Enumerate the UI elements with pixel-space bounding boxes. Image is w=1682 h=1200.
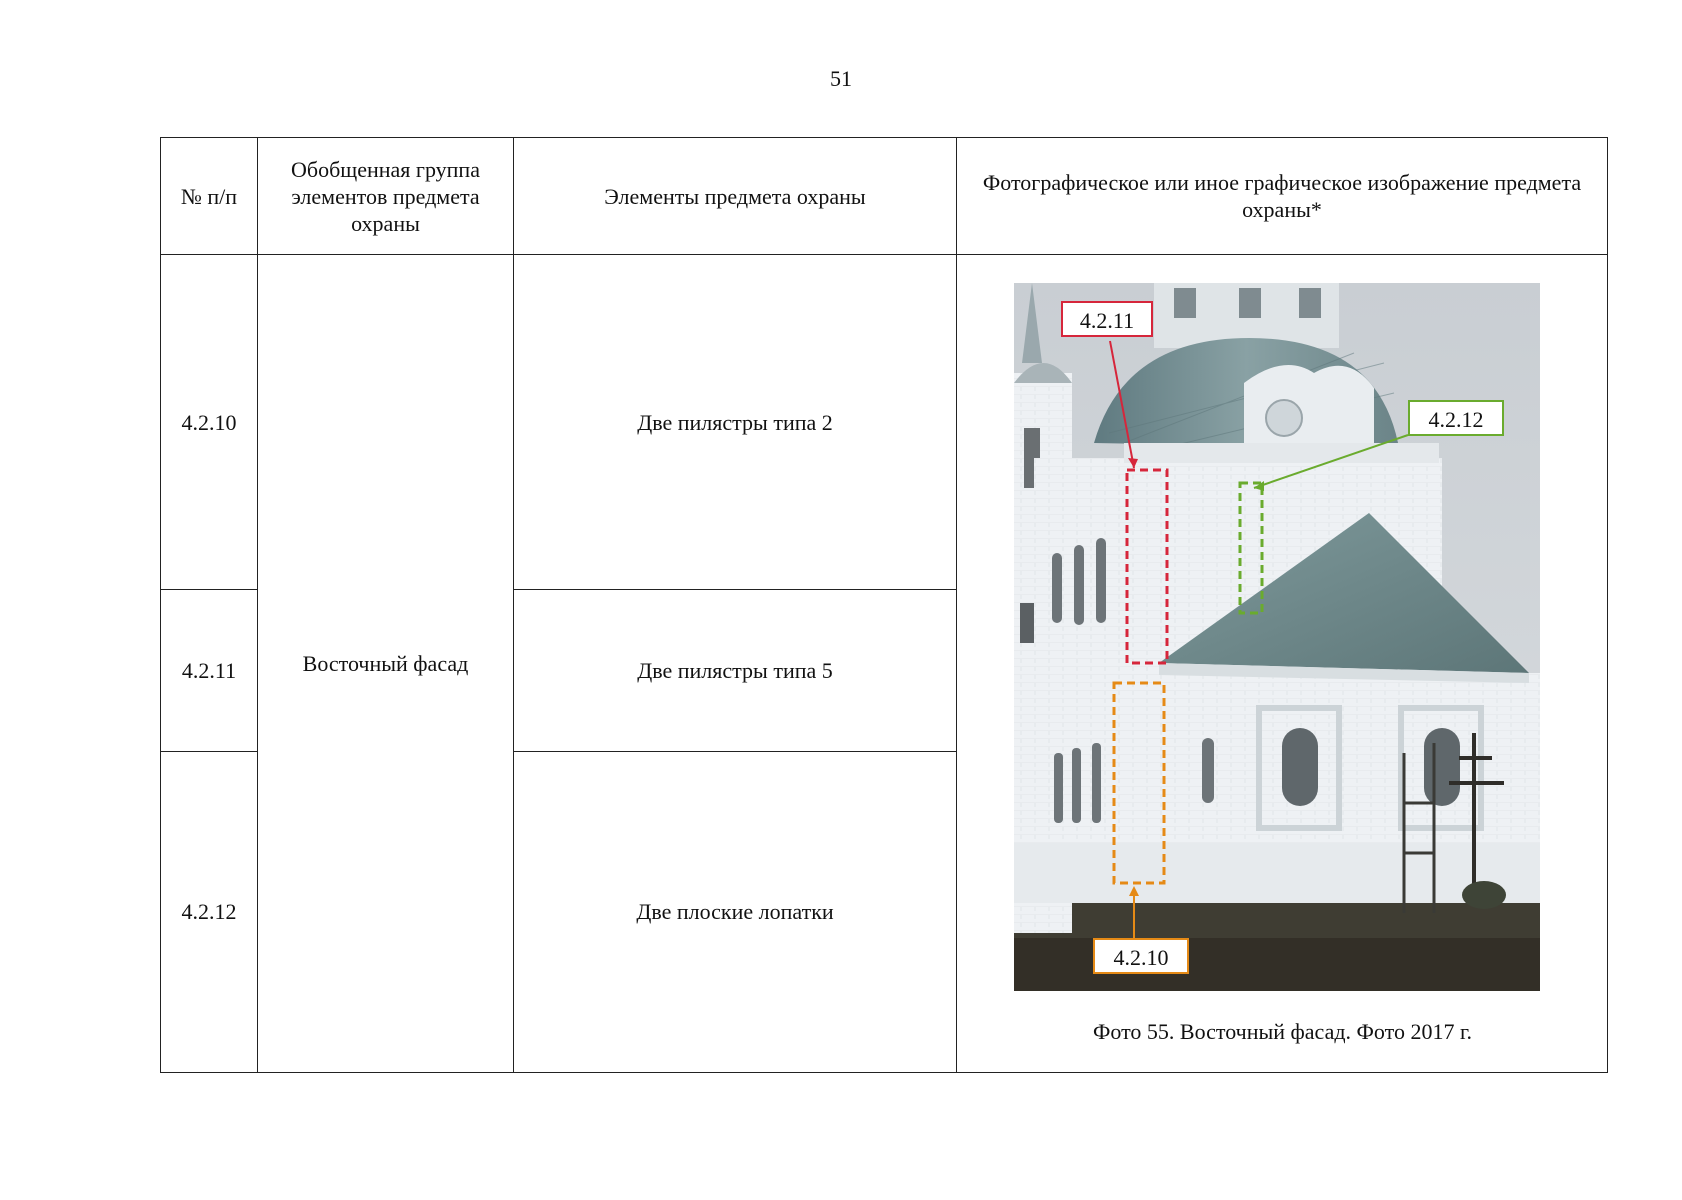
row-element: Две пилястры типа 2 bbox=[514, 255, 957, 590]
church-photo bbox=[1014, 283, 1540, 991]
header-elements: Элементы предмета охраны bbox=[514, 138, 957, 255]
header-image: Фотографическое или иное графическое изображение предмета охраны* bbox=[957, 138, 1608, 255]
table-row bbox=[161, 255, 1608, 590]
row-element: Две плоские лопатки bbox=[514, 751, 957, 1072]
protection-elements-table bbox=[160, 137, 1608, 1073]
row-number: 4.2.12 bbox=[161, 751, 258, 1072]
photo-caption: Фото 55. Восточный фасад. Фото 2017 г. bbox=[1092, 1019, 1473, 1044]
photo-wrap bbox=[957, 255, 1608, 1072]
photo-cell bbox=[957, 255, 1608, 1073]
group-cell: Восточный фасад bbox=[258, 255, 514, 1073]
row-element: Две пилястры типа 5 bbox=[514, 590, 957, 751]
label-4-2-11-red: 4.2.11 bbox=[1061, 301, 1153, 337]
row-number: 4.2.11 bbox=[161, 590, 258, 751]
table-header-row bbox=[161, 138, 1608, 255]
page-number: 51 bbox=[830, 66, 852, 91]
header-number: № п/п bbox=[161, 138, 258, 255]
label-4-2-10-orange: 4.2.10 bbox=[1093, 938, 1189, 974]
header-group: Обобщенная группа элементов предмета охраны bbox=[258, 138, 514, 255]
label-4-2-12-green: 4.2.12 bbox=[1408, 400, 1504, 436]
row-number: 4.2.10 bbox=[161, 255, 258, 590]
